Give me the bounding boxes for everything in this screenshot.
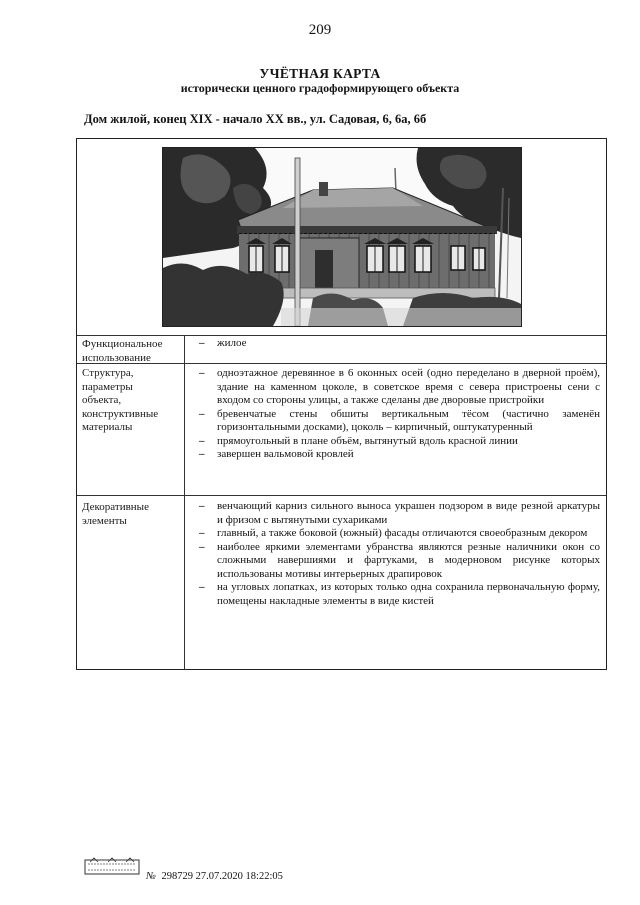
row-label-function: [82, 338, 162, 365]
registration-time: 18:22:05: [245, 871, 283, 882]
function-items: [197, 337, 600, 351]
row-divider: [77, 495, 606, 496]
label-line: элементы: [82, 514, 127, 527]
registration-stamp: [84, 856, 140, 878]
object-heading: Дом жилой, конец XIX - начало XX вв., ул. Садовая, 6, 6а, 6б: [84, 112, 427, 126]
structure-items: [197, 367, 600, 462]
house-photo: [162, 147, 522, 327]
row-divider: [77, 335, 606, 336]
label-line: материалы: [82, 421, 133, 433]
registration-date: 27.07.2020: [195, 871, 243, 882]
list-item: – на угловых лопатках, из которых только одна сохранила первоначальную форму, помещены накладные элементы в виде кистей: [197, 581, 600, 608]
list-item: – главный, а также боковой (южный) фасады отличаются своеобразным декором: [197, 527, 600, 541]
label-line: Функциональное: [82, 338, 163, 350]
footer-registration: [146, 871, 283, 882]
document-subtitle: исторически ценного градоформирующего объекта: [180, 81, 460, 95]
label-line: Декоративные: [82, 501, 149, 513]
label-line: Структура,: [82, 367, 134, 379]
label-line: параметры: [82, 380, 133, 393]
number-symbol: №: [146, 871, 156, 882]
decor-items: [197, 500, 600, 608]
page-number: 209: [308, 22, 332, 38]
house-photo-illustration: [163, 148, 521, 326]
label-line: использование: [82, 351, 151, 364]
row-label-structure: [82, 367, 158, 435]
record-card: [76, 138, 607, 670]
list-item: – наиболее яркими элементами убранства являются резные наличники окон со сложными навершиями и фартуками, в модерновом рисунке которых использованы мотивы интерьерных драпировок: [197, 541, 600, 582]
registration-number: 298729: [161, 871, 194, 882]
label-line: конструктивные: [82, 407, 159, 420]
label-line: объекта,: [82, 394, 122, 406]
list-item: – венчающий карниз сильного выноса украшен подзором в виде резной аркатуры и фризом с вытянутыми сухариками: [197, 500, 600, 527]
column-divider: [184, 335, 185, 669]
list-item: – бревенчатые стены обшиты вертикальным тёсом (частично заменён горизонтальными досками), цоколь – кирпичный, оштукатуренный: [197, 408, 600, 435]
row-label-decor: [82, 501, 149, 528]
list-item: – жилое: [197, 337, 600, 351]
list-item: – одноэтажное деревянное в 6 оконных осей (одно переделано в дверной проём), здание на каменном цоколе, в советское время с севера пристроены сени с входом со стороны улицы, а также сделаны две дворовые пристройки: [197, 367, 600, 408]
list-item: – завершен вальмовой кровлей: [197, 448, 600, 462]
document-title: УЧЁТНАЯ КАРТА: [259, 66, 381, 81]
list-item: – прямоугольный в плане объём, вытянутый вдоль красной линии: [197, 435, 600, 449]
